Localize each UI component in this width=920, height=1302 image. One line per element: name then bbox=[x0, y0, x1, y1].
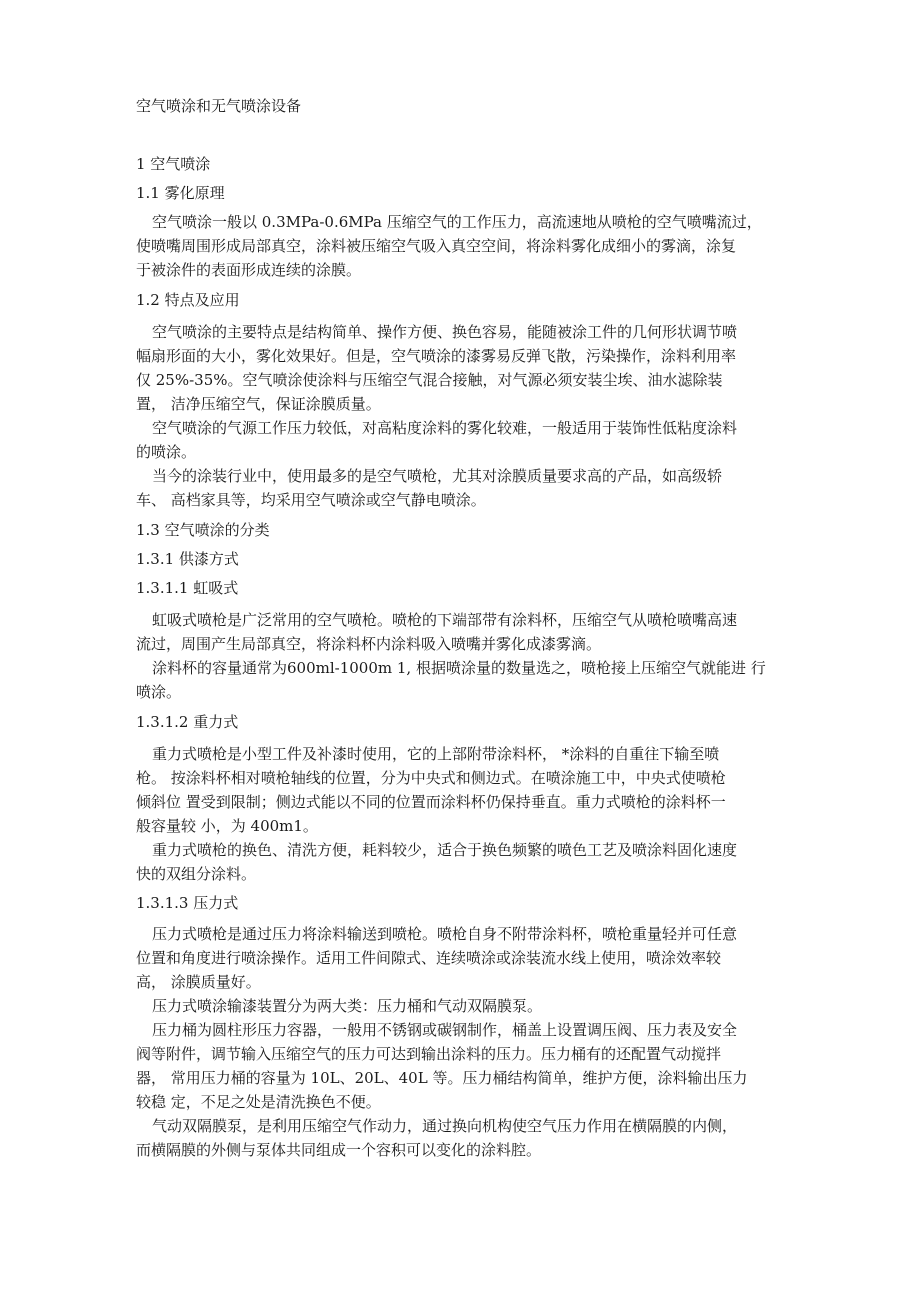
paragraph-line: 位置和角度进行喷涂操作。适用工件间隙式、连续喷涂或涂装流水线上使用，喷涂效率较 bbox=[136, 949, 722, 967]
paragraph-line: 快的双组分涂料。 bbox=[136, 865, 257, 883]
paragraph-line: 枪。 按涂料杯相对喷枪轴线的位置，分为中央式和侧边式。在喷涂施工中，中央式使喷枪 bbox=[136, 769, 726, 787]
paragraph-line: 幅扇形面的大小，雾化效果好。但是，空气喷涂的漆雾易反弹飞散，污染操作，涂料利用率 bbox=[136, 347, 737, 365]
paragraph-features bbox=[136, 320, 796, 416]
paragraph-line: 的喷涂。 bbox=[136, 443, 197, 461]
paragraph-line: 阀等附件，调节输入压缩空气的压力可达到输出涂料的压力。压力桶有的还配置气动搅拌 bbox=[136, 1045, 722, 1063]
heading-1-3-1-2: 1.3.1.2 重力式 bbox=[136, 713, 239, 731]
heading-1-1: 1.1 雾化原理 bbox=[136, 184, 225, 202]
paragraph-line: 压力桶为圆柱形压力容器，一般用不锈钢或碳钢制作，桶盖上设置调压阀、压力表及安全 bbox=[152, 1021, 738, 1039]
document-title: 空气喷涂和无气喷涂设备 bbox=[136, 97, 302, 115]
paragraph-line: 倾斜位 置受到限制；侧边式能以不同的位置而涂料杯仍保持垂直。重力式喷枪的涂料杯一 bbox=[136, 793, 726, 811]
paragraph-line: 车、 高档家具等，均采用空气喷涂或空气静电喷涂。 bbox=[136, 491, 486, 509]
paragraph-air-source bbox=[136, 416, 796, 464]
paragraph-feed-devices bbox=[136, 994, 796, 1018]
paragraph-line: 压力式喷枪是通过压力将涂料输送到喷枪。喷枪自身不附带涂料杯，喷枪重量轻并可任意 bbox=[152, 925, 738, 943]
heading-1-3-1-3: 1.3.1.3 压力式 bbox=[136, 894, 239, 912]
paragraph-gravity bbox=[136, 742, 796, 838]
paragraph-line: 仅 25%-35%。空气喷涂使涂料与压缩空气混合接触，对气源必须安装尘埃、油水滤除装 bbox=[136, 371, 723, 389]
paragraph-line: 高， 涂膜质量好。 bbox=[136, 973, 261, 991]
paragraph-line: 当今的涂装行业中，使用最多的是空气喷枪，尤其对涂膜质量要求高的产品，如高级轿 bbox=[152, 467, 723, 485]
paragraph-line: 而横隔膜的外侧与泵体共同组成一个容积可以变化的涂料腔。 bbox=[136, 1141, 542, 1159]
paragraph-line: 使喷嘴周围形成局部真空，涂料被压缩空气吸入真空空间，将涂料雾化成细小的雾滴，涂复 bbox=[136, 237, 737, 255]
paragraph-line: 空气喷涂的气源工作压力较低，对高粘度涂料的雾化较难，一般适用于装饰性低粘度涂料 bbox=[152, 419, 738, 437]
paragraph-gravity-cleaning bbox=[136, 838, 796, 886]
paragraph-line: 压力式喷涂输漆装置分为两大类：压力桶和气动双隔膜泵。 bbox=[152, 997, 543, 1015]
paragraph-line: 于被涂件的表面形成连续的涂膜。 bbox=[136, 261, 362, 279]
paragraph-line: 器， 常用压力桶的容量为 10L、20L、40L 等。压力桶结构简单，维护方便，涂料输出压力 bbox=[136, 1069, 748, 1087]
paragraph-line: 较稳 定，不足之处是清洗换色不便。 bbox=[136, 1093, 381, 1111]
heading-1-3: 1.3 空气喷涂的分类 bbox=[136, 521, 270, 539]
heading-1-2: 1.2 特点及应用 bbox=[136, 291, 240, 309]
paragraph-pressure bbox=[136, 922, 796, 994]
paragraph-line: 重力式喷枪是小型工件及补漆时使用，它的上部附带涂料杯， *涂料的自重往下输至喷 bbox=[152, 745, 720, 763]
heading-1-3-1-1: 1.3.1.1 虹吸式 bbox=[136, 579, 239, 597]
paragraph-line: 空气喷涂的主要特点是结构简单、操作方便、换色容易，能随被涂工件的几何形状调节喷 bbox=[152, 323, 738, 341]
paragraph-line: 重力式喷枪的换色、清洗方便，耗料较少，适合于换色频繁的喷色工艺及喷涂料固化速度 bbox=[152, 841, 738, 859]
paragraph-line: 气动双隔膜泵，是利用压缩空气作动力，通过换向机构使空气压力作用在横隔膜的内侧， bbox=[152, 1117, 738, 1135]
paragraph-line: 喷涂。 bbox=[136, 683, 182, 701]
paragraph-line: 流过，周围产生局部真空，将涂料杯内涂料吸入喷嘴并雾化成漆雾滴。 bbox=[136, 635, 602, 653]
paragraph-line: 空气喷涂一般以 0.3MPa-0.6MPa 压缩空气的工作压力，高流速地从喷枪的空气喷嘴流过， bbox=[152, 213, 762, 231]
paragraph-line: 般容量较 小，为 400m1。 bbox=[136, 817, 318, 835]
paragraph-cup-capacity bbox=[136, 656, 796, 704]
heading-1-3-1: 1.3.1 供漆方式 bbox=[136, 550, 239, 568]
paragraph-pressure-tank bbox=[136, 1018, 796, 1114]
paragraph-industry bbox=[136, 464, 796, 512]
paragraph-siphon bbox=[136, 608, 796, 656]
paragraph-line: 置， 洁净压缩空气，保证涂膜质量。 bbox=[136, 395, 381, 413]
paragraph-atomization bbox=[136, 210, 796, 282]
paragraph-diaphragm-pump bbox=[136, 1114, 796, 1162]
heading-1: 1 空气喷涂 bbox=[136, 155, 211, 173]
paragraph-line: 虹吸式喷枪是广泛常用的空气喷枪。喷枪的下端部带有涂料杯，压缩空气从喷枪喷嘴高速 bbox=[152, 611, 738, 629]
paragraph-line: 涂料杯的容量通常为600ml-1000m 1, 根据喷涂量的数量选之，喷枪接上压缩空气就能进 行 bbox=[152, 659, 766, 677]
